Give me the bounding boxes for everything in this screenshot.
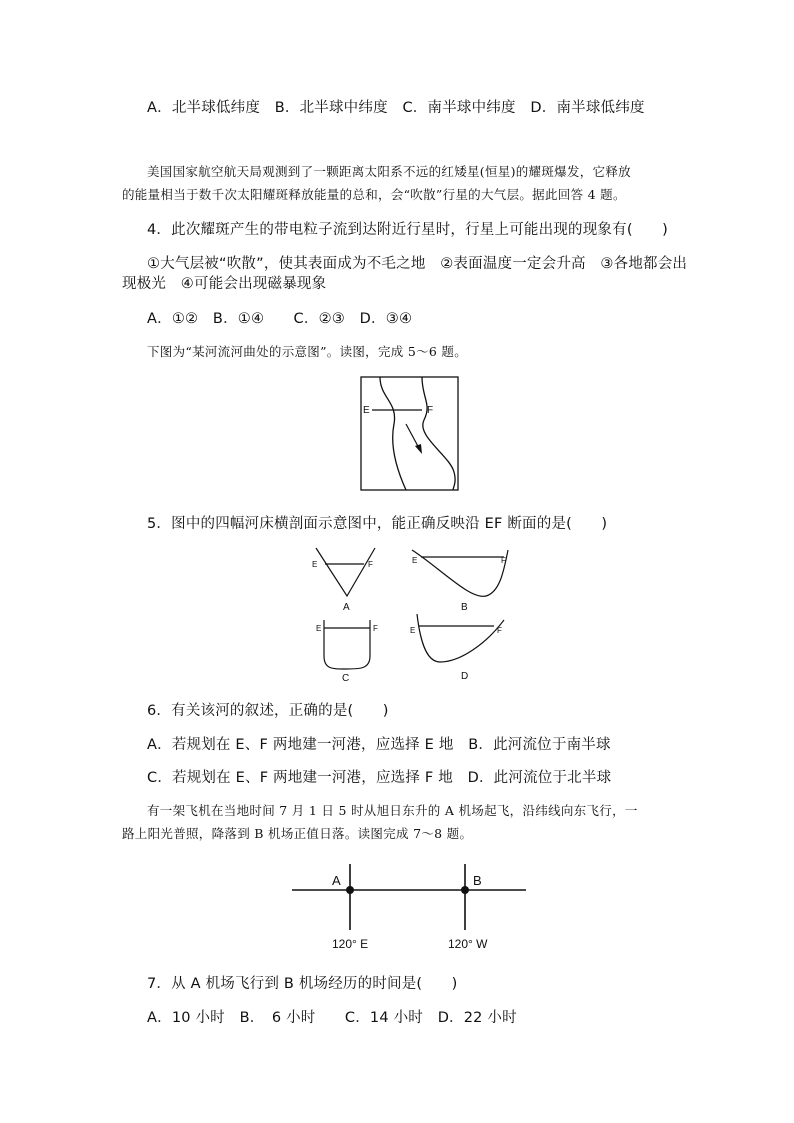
q4-items-line1: ①大气层被“吹散”，使其表面成为不毛之地 ②表面温度一定会升高 ③各地都会出 — [147, 256, 688, 272]
riverbed-profiles-figure — [300, 540, 530, 685]
profile-d — [410, 614, 504, 682]
river-bend-figure — [360, 376, 460, 492]
q5-stem: 5．图中的四幅河床横剖面示意图中，能正确反映沿 EF 断面的是( ) — [147, 516, 608, 532]
profile-a — [312, 548, 375, 613]
profile-d-caption: D — [461, 671, 469, 682]
passage1-line1: 美国国家航空航天局观测到了一颗距离太阳系不远的红矮星(恒星)的耀斑爆发，它释放 — [147, 164, 631, 179]
passage1-line2: 的能量相当于数千次太阳耀斑释放能量的总和，会“吹散”行星的大气层。据此回答 4 题。 — [122, 187, 626, 202]
profile-c-f: F — [373, 624, 378, 633]
airport-a-label: A — [332, 873, 341, 888]
longitude-a-label: 120° E — [332, 937, 369, 951]
river-right-bank — [422, 377, 455, 490]
passage3-line2: 路上阳光普照，降落到 B 机场正值日落。读图完成 7～8 题。 — [122, 826, 473, 841]
longitude-b-label: 120° W — [448, 937, 488, 951]
passage2: 下图为“某河流河曲处的示意图”。读图，完成 5～6 题。 — [147, 344, 468, 359]
q4-options: A．①② B．①④ C．②③ D．③④ — [147, 311, 413, 327]
q6-options-line1: A．若规划在 E、F 两地建一河港，应选择 E 地 B．此河流位于南半球 — [147, 737, 611, 753]
profile-b-e: E — [412, 556, 418, 565]
airport-a-dot — [346, 886, 354, 894]
profile-d-e: E — [410, 626, 416, 635]
q3-options: A．北半球低纬度 B．北半球中纬度 C．南半球中纬度 D．南半球低纬度 — [147, 100, 645, 116]
profile-c-e: E — [316, 624, 322, 633]
profile-d-f: F — [497, 626, 502, 635]
profile-a-f: F — [368, 560, 373, 569]
airport-b-dot — [461, 886, 469, 894]
passage3-line1: 有一架飞机在当地时间 7 月 1 日 5 时从旭日东升的 A 机场起飞，沿纬线向东飞行，一 — [147, 803, 638, 818]
river-left-bank — [380, 377, 406, 490]
q7-stem: 7．从 A 机场飞行到 B 机场经历的时间是( ) — [147, 976, 458, 992]
airport-b-label: B — [473, 873, 482, 888]
q6-options-line2: C．若规划在 E、F 两地建一河港，应选择 F 地 D．此河流位于北半球 — [147, 770, 612, 786]
river-label-f: F — [427, 405, 434, 416]
profile-b-caption: B — [461, 602, 468, 613]
profile-c — [316, 620, 378, 684]
q4-stem: 4．此次耀斑产生的带电粒子流到达附近行星时，行星上可能出现的现象有( ) — [147, 222, 668, 238]
q6-stem: 6．有关该河的叙述，正确的是( ) — [147, 703, 389, 719]
profile-c-caption: C — [342, 673, 350, 684]
profile-b-f: F — [501, 556, 506, 565]
flight-route-figure — [290, 860, 530, 956]
profile-b — [412, 550, 508, 613]
q7-options: A．10 小时 B． 6 小时 C．14 小时 D．22 小时 — [147, 1010, 517, 1026]
flow-arrow-head — [415, 444, 422, 454]
q4-items-line2: 现极光 ④可能会出现磁暴现象 — [122, 276, 327, 292]
profile-a-caption: A — [343, 602, 350, 613]
profile-a-e: E — [312, 560, 318, 569]
river-figure-frame — [361, 377, 458, 490]
river-label-e: E — [363, 405, 370, 416]
